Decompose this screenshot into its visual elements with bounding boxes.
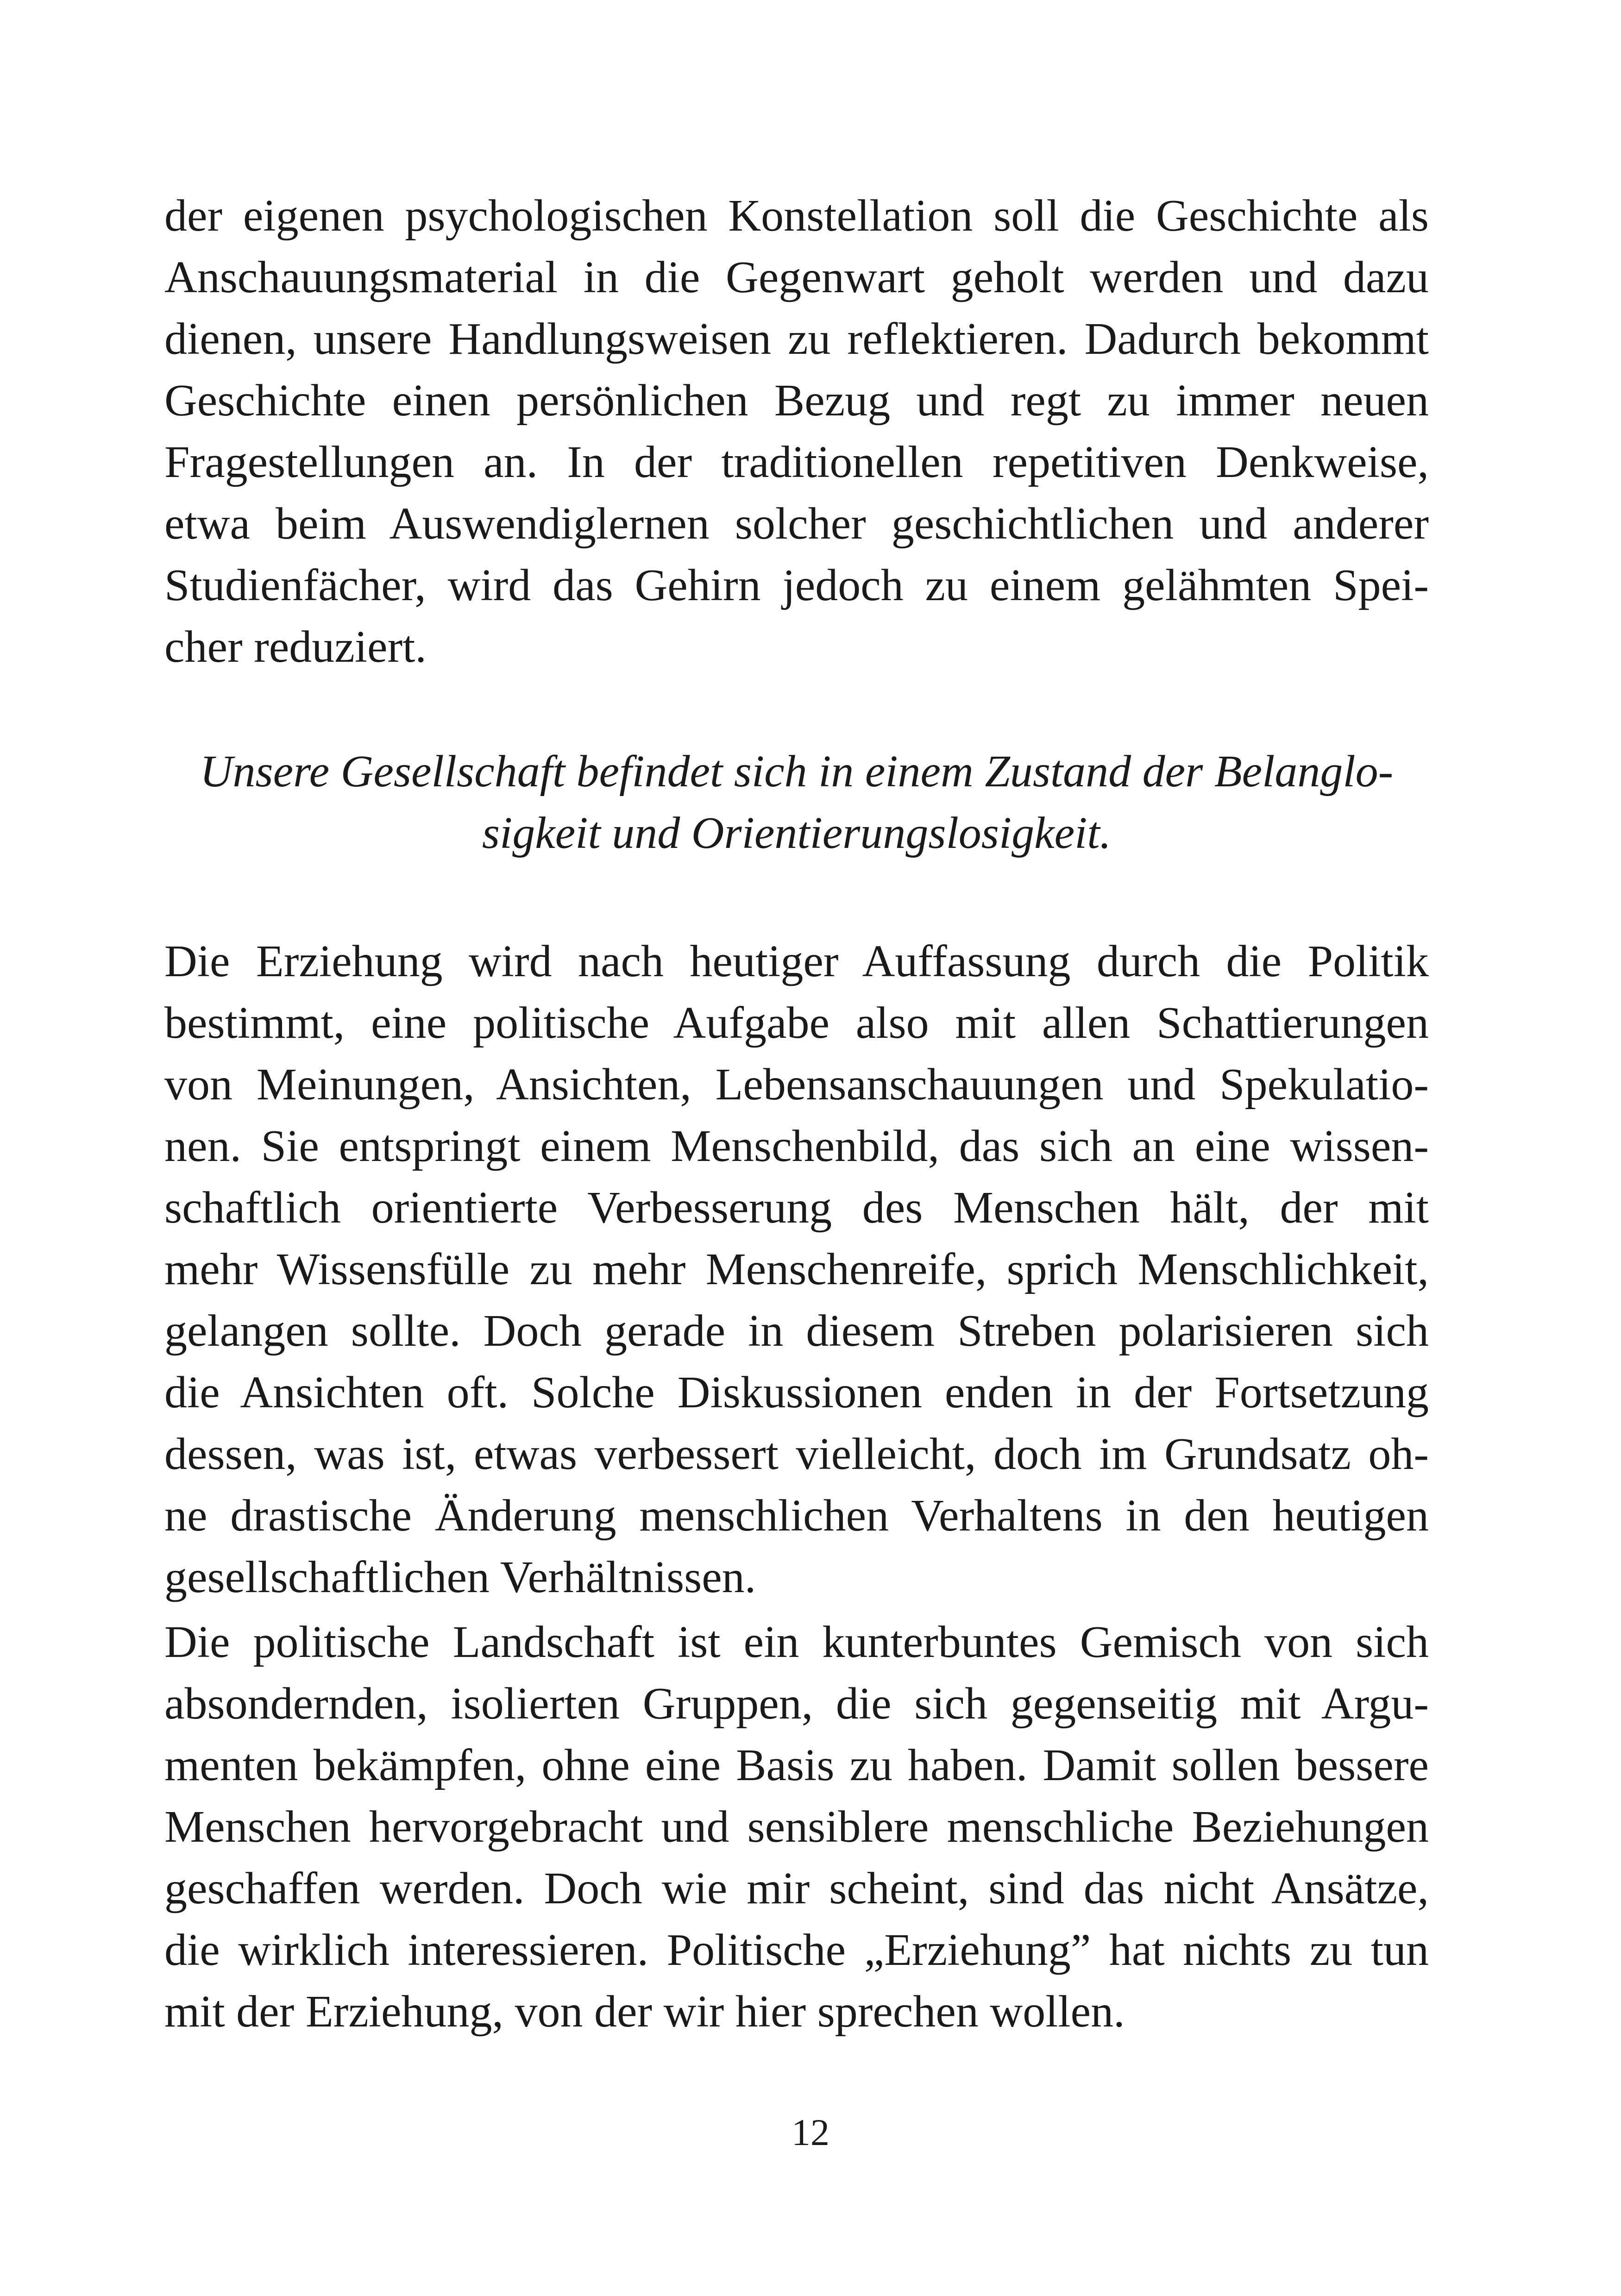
paragraph-3 (164, 1612, 1429, 2043)
text-line: absondernden, isolierten Gruppen, die sich gegenseitig mit Argu- (164, 1679, 1429, 1729)
text-line: nen. Sie entspringt einem Menschenbild, das sich an eine wissen- (164, 1121, 1429, 1171)
text-line: bestimmt, eine politische Aufgabe also mit allen Schattierungen (164, 998, 1429, 1048)
text-line: dessen, was ist, etwas verbessert vielleicht, doch im Grundsatz oh- (164, 1429, 1429, 1479)
text-line: gelangen sollte. Doch gerade in diesem Streben polarisieren sich (164, 1306, 1429, 1356)
text-line: Studienfächer, wird das Gehirn jedoch zu einem gelähmten Spei- (164, 560, 1429, 610)
text-line: Geschichte einen persönlichen Bezug und regt zu immer neuen (164, 376, 1429, 426)
text-line: Menschen hervorgebracht und sensiblere menschliche Beziehungen (164, 1802, 1429, 1852)
text-line: Anschauungsmaterial in die Gegenwart geholt werden und dazu (164, 252, 1429, 302)
quote-line: sigkeit und Orientierungslosigkeit. (482, 808, 1112, 858)
text-line: der eigenen psychologischen Konstellation soll die Geschichte als (164, 191, 1429, 241)
text-line: gesellschaftlichen Verhältnissen. (164, 1552, 756, 1602)
text-line: Die politische Landschaft ist ein kunterbuntes Gemisch von sich (164, 1617, 1429, 1667)
paragraph-1 (164, 185, 1429, 678)
text-line: mehr Wissensfülle zu mehr Menschenreife, sprich Menschlichkeit, (164, 1244, 1429, 1294)
text-line: die Ansichten oft. Solche Diskussionen enden in der Fortsetzung (164, 1368, 1429, 1418)
page-number: 12 (792, 2111, 829, 2153)
text-line: ne drastische Änderung menschlichen Verhaltens in den heutigen (164, 1491, 1429, 1541)
text-line: geschaffen werden. Doch wie mir scheint, sind das nicht Ansätze, (164, 1863, 1429, 1913)
text-line: cher reduziert. (164, 622, 427, 672)
text-line: schaftlich orientierte Verbesserung des Menschen hält, der mit (164, 1183, 1429, 1233)
text-line: Die Erziehung wird nach heutiger Auffassung durch die Politik (164, 936, 1429, 986)
text-line: mit der Erziehung, von der wir hier sprechen wollen. (164, 1987, 1125, 2037)
text-line: menten bekämpfen, ohne eine Basis zu haben. Damit sollen bessere (164, 1740, 1429, 1790)
text-line: etwa beim Auswendiglernen solcher geschichtlichen und anderer (164, 499, 1429, 549)
quote-line: Unsere Gesellschaft befindet sich in einem Zustand der Belanglo- (200, 747, 1394, 797)
text-line: dienen, unsere Handlungsweisen zu reflektieren. Dadurch bekommt (164, 314, 1429, 364)
paragraph-2 (164, 931, 1429, 1608)
italic-quote (164, 741, 1429, 864)
text-line: die wirklich interessieren. Politische „Erziehung” hat nichts zu tun (164, 1925, 1429, 1975)
text-line: von Meinungen, Ansichten, Lebensanschauungen und Spekulatio- (164, 1060, 1429, 1110)
text-line: Fragestellungen an. In der traditionellen repetitiven Denkweise, (164, 437, 1429, 487)
